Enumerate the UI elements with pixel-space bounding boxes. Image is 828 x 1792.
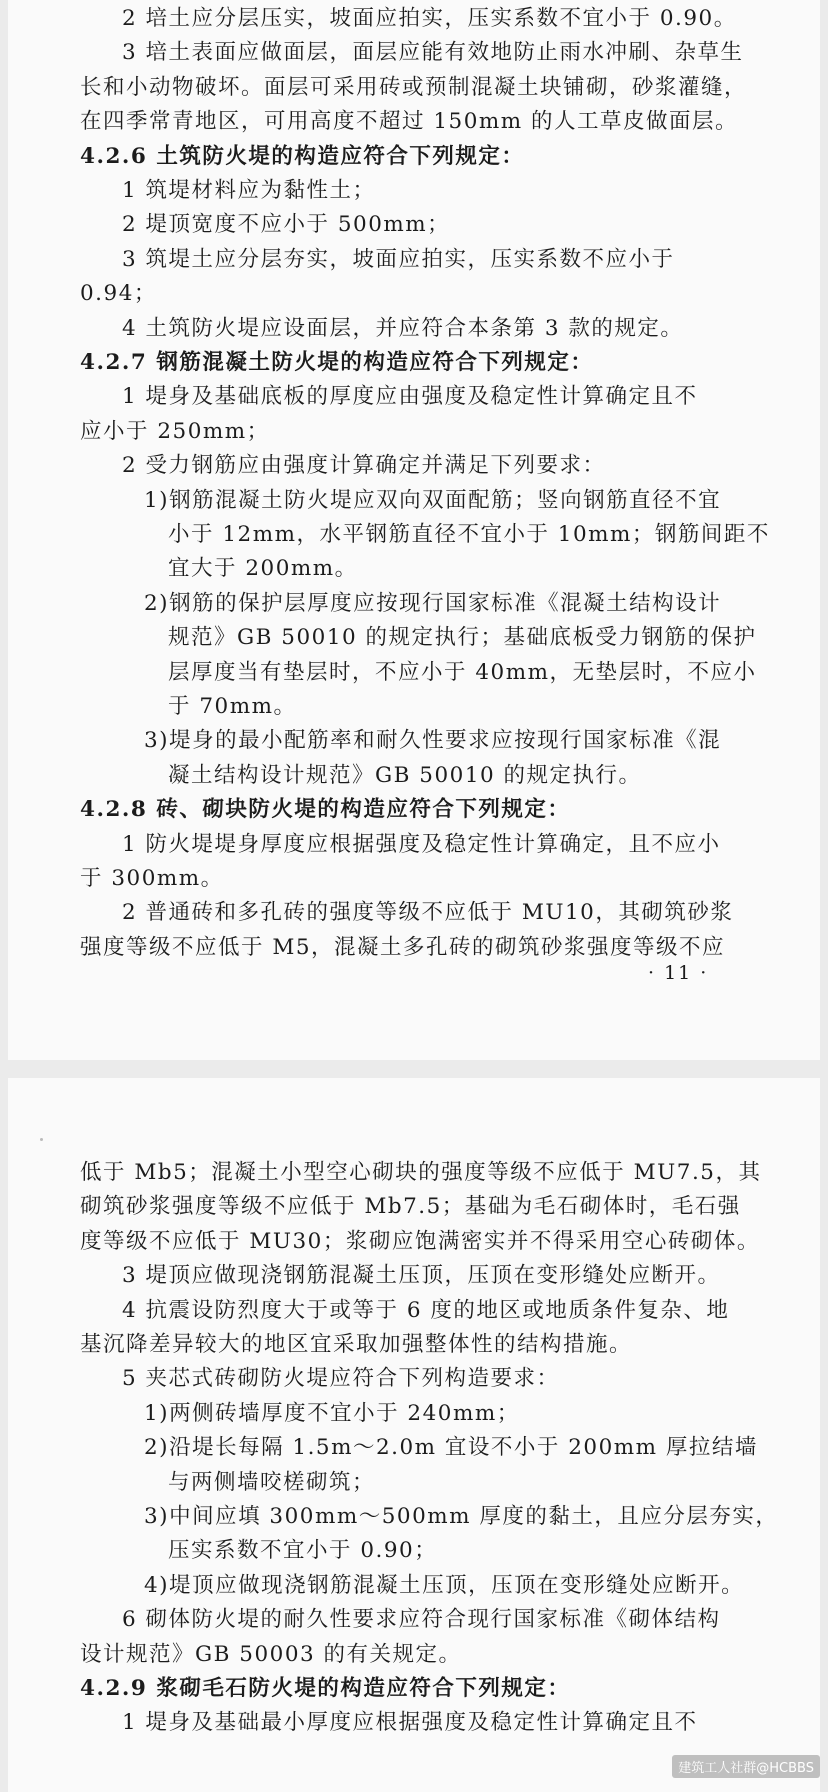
text-line: 1 堤身及基础底板的厚度应由强度及稳定性计算确定且不 xyxy=(122,384,698,410)
text-line: 基沉降差异较大的地区宜采取加强整体性的结构措施。 xyxy=(80,1332,633,1357)
text-line: 宜大于 200mm。 xyxy=(168,556,358,582)
text-line: 2 培土应分层压实，坡面应拍实，压实系数不宜小于 0.90。 xyxy=(122,6,737,31)
section-heading-4-2-9: 4.2.9 浆砌毛石防火堤的构造应符合下列规定： xyxy=(80,1676,571,1701)
text-line: 3 培土表面应做面层，面层应能有效地防止雨水冲刷、杂草生 xyxy=(122,40,744,66)
text-line: 4)堤顶应做现浇钢筋混凝土压顶，压顶在变形缝处应断开。 xyxy=(144,1572,745,1598)
text-line: 3)堤身的最小配筋率和耐久性要求应按现行国家标准《混 xyxy=(144,728,722,754)
text-line: 5 夹芯式砖砌防火堤应符合下列构造要求： xyxy=(122,1366,560,1392)
section-heading-4-2-6: 4.2.6 土筑防火堤的构造应符合下列规定： xyxy=(80,143,525,169)
text-line: 低于 Mb5；混凝土小型空心砌块的强度等级不应低于 MU7.5，其 xyxy=(80,1160,762,1185)
text-line: 1 防火堤堤身厚度应根据强度及稳定性计算确定，且不应小 xyxy=(122,831,721,857)
text-line: 设计规范》GB 50003 的有关规定。 xyxy=(80,1641,462,1667)
text-line: 强度等级不应低于 M5，混凝土多孔砖的砌筑砂浆强度等级不应 xyxy=(80,934,726,960)
page2-continued xyxy=(8,1078,820,1792)
text-line: 与两侧墙咬槎砌筑； xyxy=(168,1469,376,1495)
text-line: 2 普通砖和多孔砖的强度等级不应低于 MU10，其砌筑砂浆 xyxy=(122,900,734,926)
text-line: 0.94； xyxy=(80,281,157,307)
text-line: 1)钢筋混凝土防火堤应双向双面配筋；竖向钢筋直径不宜 xyxy=(144,487,722,513)
text-line: 度等级不应低于 MU30；浆砌应饱满密实并不得采用空心砖砌体。 xyxy=(80,1228,760,1254)
text-line: 于 70mm。 xyxy=(168,694,297,719)
text-line: 在四季常青地区，可用高度不超过 150mm 的人工草皮做面层。 xyxy=(80,109,738,135)
text-line: 压实系数不宜小于 0.90； xyxy=(168,1538,438,1564)
section-heading-4-2-8: 4.2.8 砖、砌块防火堤的构造应符合下列规定： xyxy=(80,797,571,823)
text-line: 2)沿堤长每隔 1.5m～2.0m 宜设不小于 200mm 厚拉结墙 xyxy=(144,1435,758,1461)
text-line: 应小于 250mm； xyxy=(80,418,270,444)
text-line: 1 筑堤材料应为黏性土； xyxy=(122,178,376,203)
text-line: 于 300mm。 xyxy=(80,866,224,891)
text-line: 规范》GB 50010 的规定执行；基础底板受力钢筋的保护 xyxy=(168,625,757,651)
text-line: 层厚度当有垫层时，不应小于 40mm，无垫层时，不应小 xyxy=(168,659,757,685)
section-heading-4-2-7: 4.2.7 钢筋混凝土防火堤的构造应符合下列规定： xyxy=(80,350,594,375)
text-line: 凝土结构设计规范》GB 50010 的规定执行。 xyxy=(168,762,642,788)
text-line: 3 堤顶应做现浇钢筋混凝土压顶，压顶在变形缝处应断开。 xyxy=(122,1263,721,1289)
text-line: 4 土筑防火堤应设面层，并应符合本条第 3 款的规定。 xyxy=(122,315,684,341)
text-line: 2 堤顶宽度不应小于 500mm； xyxy=(122,212,451,238)
text-line: 3 筑堤土应分层夯实，坡面应拍实，压实系数不应小于 xyxy=(122,246,675,272)
text-line: 3)中间应填 300mm～500mm 厚度的黏土，且应分层夯实， xyxy=(144,1504,779,1529)
watermark: 建筑工人社群@HCBBS xyxy=(672,1755,820,1778)
text-line: 1)两侧砖墙厚度不宜小于 240mm； xyxy=(144,1400,520,1426)
page-number: · 11 · xyxy=(648,962,709,984)
text-line: 砌筑砂浆强度等级不应低于 Mb7.5；基础为毛石砌体时，毛石强 xyxy=(80,1194,741,1220)
text-line: 4 抗震设防烈度大于或等于 6 度的地区或地质条件复杂、地 xyxy=(122,1297,730,1323)
text-line: 1 堤身及基础最小厚度应根据强度及稳定性计算确定且不 xyxy=(122,1710,698,1736)
text-line: 6 砌体防火堤的耐久性要求应符合现行国家标准《砌体结构 xyxy=(122,1607,721,1633)
text-line: 2 受力钢筋应由强度计算确定并满足下列要求： xyxy=(122,453,606,479)
text-line: 2)钢筋的保护层厚度应按现行国家标准《混凝土结构设计 xyxy=(144,590,722,616)
text-line: 长和小动物破坏。面层可采用砖或预制混凝土块铺砌，砂浆灌缝， xyxy=(80,74,748,100)
document-page-11 xyxy=(8,0,820,1060)
text-line: 小于 12mm，水平钢筋直径不宜小于 10mm；钢筋间距不 xyxy=(168,522,770,547)
